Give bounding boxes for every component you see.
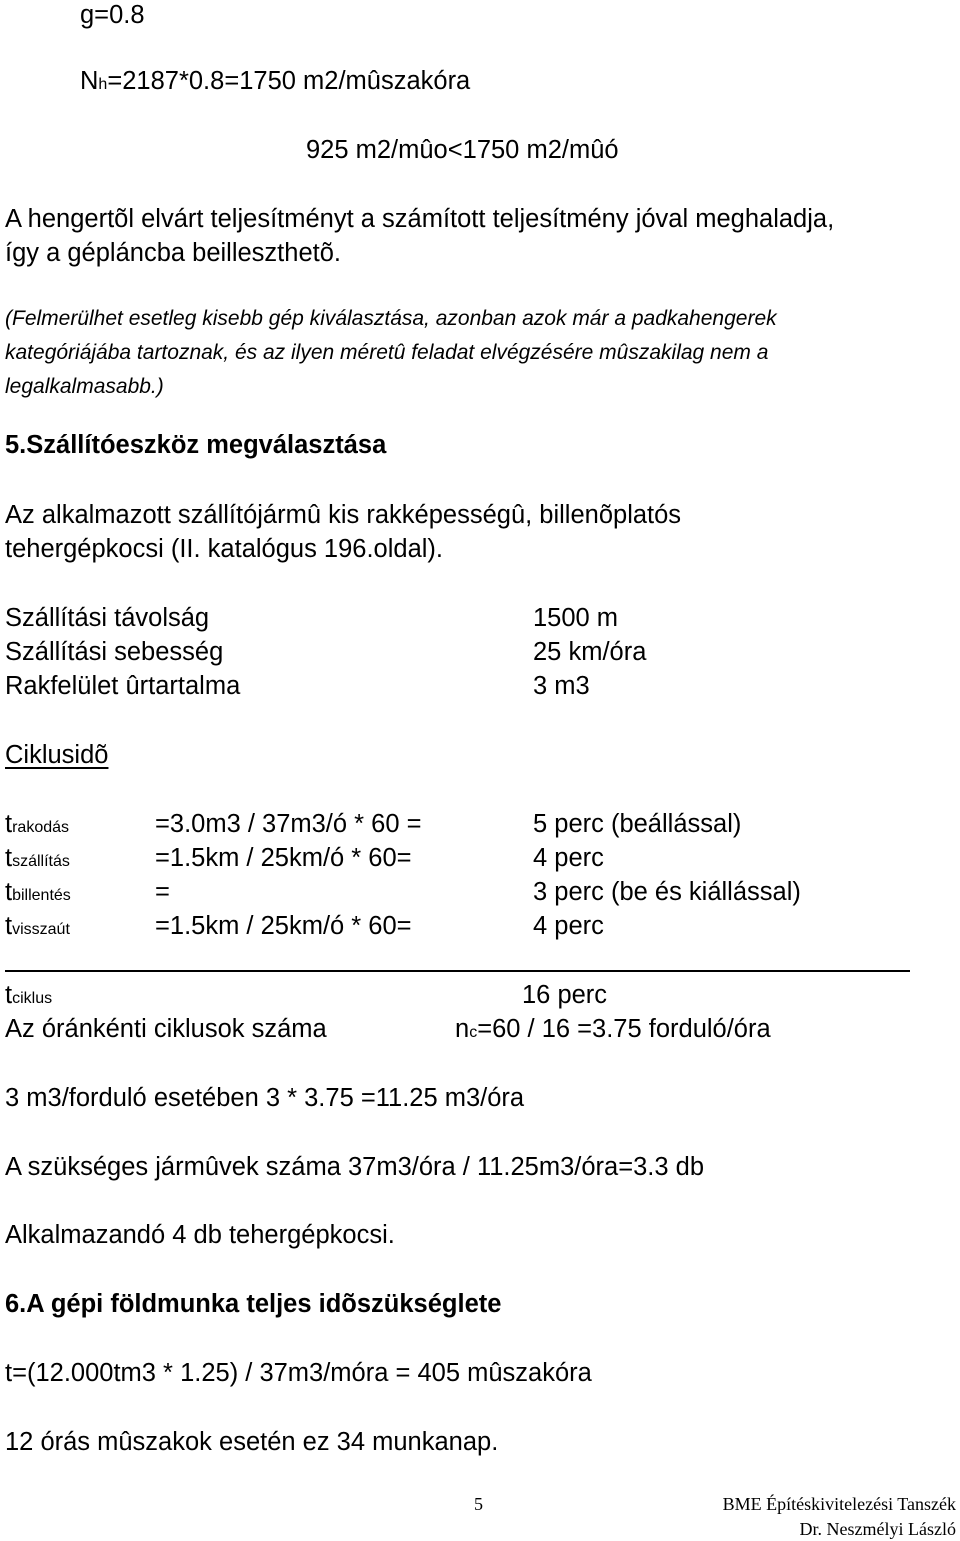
t-symbol: t [5,878,13,906]
cycle-row-result: 5 perc (beállással) [533,810,742,838]
conclusion-line-1: A hengertõl elvárt teljesítményt a számított teljesítmény jóval meghaladja, [5,205,835,233]
param-value: 3 m3 [533,672,590,700]
per-trip-capacity: 3 m3/forduló esetében 3 * 3.75 =11.25 m3/óra [5,1084,525,1112]
t-subscript: szállítás [12,853,70,870]
cycle-row-result: 4 perc [533,912,604,940]
t-symbol: t [5,844,13,872]
n-symbol: n [455,1015,470,1043]
page-number: 5 [474,1494,483,1514]
param-label: Szállítási távolság [5,604,210,632]
t-subscript: ciklus [12,990,53,1007]
param-value: 25 km/óra [533,638,647,666]
footer-department: BME Építéskivitelezési Tanszék [722,1494,956,1514]
cycle-row-expr: = [155,878,170,906]
cycle-total-term [5,980,52,1014]
nh-subscript: h [98,76,108,93]
footer-author: Dr. Neszmélyi László [799,1519,956,1539]
total-time-formula: t=(12.000tm3 * 1.25) / 37m3/móra = 405 mûszakóra [5,1359,592,1387]
sum-rule [5,970,910,972]
comparison: 925 m2/mûo<1750 m2/mûó [306,136,619,164]
t-subscript: rakodás [12,819,70,836]
conclusion-line-2: így a gépláncba beilleszthetõ. [5,239,341,267]
nh-rest: =2187*0.8=1750 m2/mûszakóra [107,67,471,95]
cycle-row-result: 3 perc (be és kiállással) [533,878,801,906]
t-symbol: t [5,912,13,940]
work-days: 12 órás mûszakok esetén ez 34 munkanap. [5,1428,499,1456]
nh-symbol: N [80,67,99,95]
cycle-row-term [5,843,70,877]
cycle-total-result: 16 perc [522,981,608,1009]
param-value: 1500 m [533,604,619,632]
t-symbol: t [5,981,13,1009]
nh-formula [80,66,470,100]
cycle-row-term [5,877,71,911]
vehicles-applied: Alkalmazandó 4 db tehergépkocsi. [5,1221,395,1249]
hourly-cycles-label: Az óránkénti ciklusok száma [5,1015,327,1043]
param-label: Szállítási sebesség [5,638,224,666]
note-line-1: (Felmerülhet esetleg kisebb gép kiválasztása, azonban azok már a padkahengerek [5,307,777,330]
param-label: Rakfelület ûrtartalma [5,672,241,700]
intro-line-1: Az alkalmazott szállítójármû kis rakképességû, billenõplatós [5,501,682,529]
vehicles-needed: A szükséges jármûvek száma 37m3/óra / 11.25m3/óra=3.3 db [5,1153,705,1181]
t-subscript: billentés [12,887,71,904]
cycle-row-expr: =1.5km / 25km/ó * 60= [155,912,412,940]
t-symbol: t [5,810,13,838]
cycle-time-title: Ciklusidõ [5,741,109,769]
cycle-row-expr: =3.0m3 / 37m3/ó * 60 = [155,810,422,838]
cycle-row-term [5,911,70,945]
note-line-3: legalkalmasabb.) [5,375,164,398]
intro-line-2: tehergépkocsi (II. katalógus 196.oldal). [5,535,444,563]
n-subscript: c [469,1024,478,1041]
cycle-row-term [5,809,69,843]
section-6-heading: 6.A gépi földmunka teljes idõszükséglete [5,1290,502,1318]
cycle-row-result: 4 perc [533,844,604,872]
cycle-row-expr: =1.5km / 25km/ó * 60= [155,844,412,872]
n-rest: =60 / 16 =3.75 forduló/óra [477,1015,771,1043]
g-value: g=0.8 [80,1,145,29]
hourly-cycles-formula [455,1014,771,1048]
t-subscript: visszaút [12,921,70,938]
note-line-2: kategóriájába tartoznak, és az ilyen méretû feladat elvégzésére mûszakilag nem a [5,341,769,364]
section-5-heading: 5.Szállítóeszköz megválasztása [5,431,387,459]
